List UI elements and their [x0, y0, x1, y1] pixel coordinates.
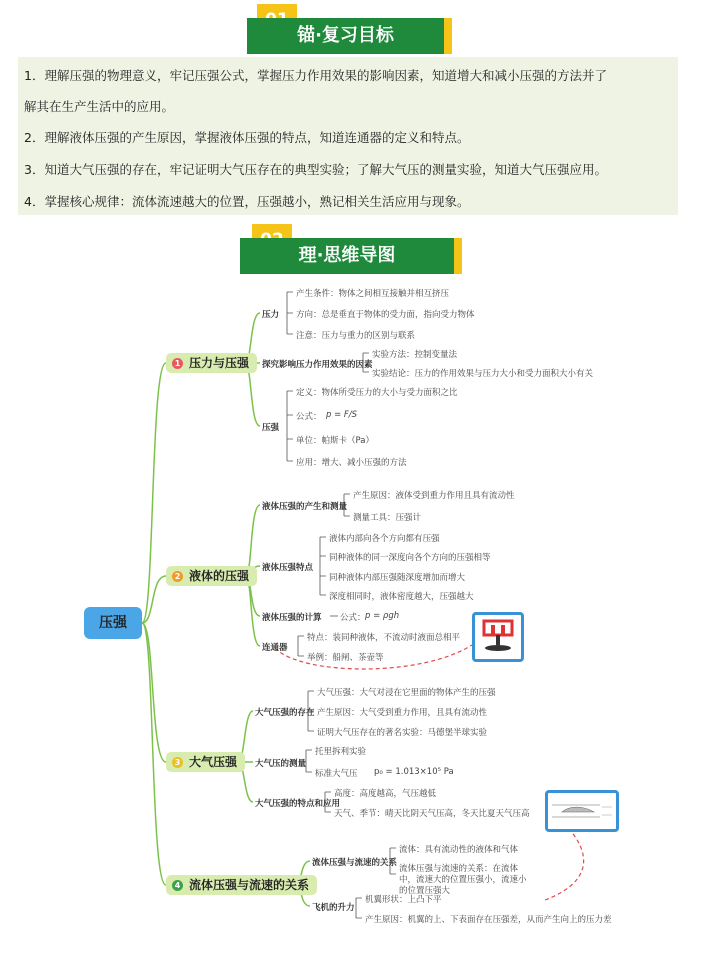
formula: p = ρgh: [365, 611, 400, 621]
sub-label: 探究影响压力作用效果的因素: [262, 360, 373, 370]
leaf-item: 举例：船闸、茶壶等: [307, 653, 384, 663]
leaf-item: 实验结论：压力的作用效果与压力大小和受力面积大小有关: [372, 369, 594, 379]
leaf-item: 公式：: [340, 613, 366, 623]
leaf-item: 产生原因：机翼的上、下表面存在压强差，从而产生向上的压力差: [365, 915, 612, 925]
sub-label: 压力: [262, 310, 280, 320]
leaf-item: 特点：装同种液体，不流动时液面总相平: [307, 633, 461, 643]
leaf-item: 同种液体的同一深度向各个方向的压强相等: [329, 553, 491, 563]
sub-label: 飞机的升力: [312, 903, 355, 913]
sub-label: 压强: [262, 423, 280, 433]
sub-label: 液体压强特点: [262, 563, 314, 573]
leaf-item: 公式：: [296, 412, 322, 422]
leaf-item: 流体：具有流动性的液体和气体: [399, 845, 519, 855]
leaf-item: 方向：总是垂直于物体的受力面，指向受力物体: [296, 310, 475, 320]
branch-pressure: [166, 353, 257, 373]
leaf-item: 产生条件：物体之间相互接触并相互挤压: [296, 289, 450, 299]
leaf-item: 标准大气压: [315, 769, 358, 779]
leaf-item: 证明大气压存在的著名实验：马德堡半球实验: [317, 728, 488, 738]
formula: p = F/S: [326, 410, 358, 420]
leaf-item: 天气、季节：晴天比阴天气压高，冬天比夏天气压高: [334, 809, 530, 819]
sub-label: 大气压强的存在: [255, 708, 315, 718]
goal-line: 4．掌握核心规律：流体流速越大的位置，压强越小，熟记相关生活应用与现象。: [24, 194, 470, 209]
leaf-item: 产生原因：液体受到重力作用且具有流动性: [353, 491, 515, 501]
sub-label: 连通器: [262, 643, 288, 653]
leaf-item: 产生原因：大气受到重力作用，且具有流动性: [317, 708, 488, 718]
leaf-item: 同种液体内部压强随深度增加而增大: [329, 573, 466, 583]
leaf-item: 大气压强：大气对浸在它里面的物体产生的压强: [317, 688, 496, 698]
leaf-item: 液体内部向各个方向都有压强: [329, 534, 440, 544]
leaf-item: 单位：帕斯卡（Pa）: [296, 436, 374, 446]
branch-label: 流体压强与流速的关系: [189, 878, 310, 892]
section2-title: 理·思维导图: [240, 238, 454, 274]
branch-fluid-pressure: [166, 875, 317, 895]
goal-line: 3．知道大气压强的存在，牢记证明大气压存在的典型实验；了解大气压的测量实验，知道大气压强应用。: [24, 162, 607, 177]
leaf-item: 深度相同时，液体密度越大，压强越大: [329, 592, 474, 602]
connector-image: [472, 612, 524, 662]
branch-number-badge: 4: [172, 880, 183, 891]
branch-label: 大气压强: [189, 755, 238, 769]
sub-label: 大气压强的特点和应用: [255, 799, 341, 809]
leaf-item: 定义：物体所受压力的大小与受力面积之比: [296, 388, 458, 398]
sub-label: 液体压强的产生和测量: [262, 502, 348, 512]
leaf-item: 机翼形状：上凸下平: [365, 895, 442, 905]
branch-liquid-pressure: [166, 566, 257, 586]
leaf-item: 注意：压力与重力的区别与联系: [296, 331, 416, 341]
branch-number-badge: 1: [172, 358, 183, 369]
leaf-item: 流体压强与流速的关系：在流体中，流速大的位置压强小，流速小的位置压强大: [399, 864, 527, 896]
airplane-wing-image: [545, 790, 619, 832]
goal-line: 解其在生产生活中的应用。: [24, 99, 175, 114]
sub-label: 大气压的测量: [255, 759, 307, 769]
goal-line: 1．理解压强的物理意义，牢记压强公式，掌握压力作用效果的影响因素，知道增大和减小压强的方法并了: [24, 68, 607, 83]
branch-label: 压力与压强: [189, 356, 250, 370]
branch-number-badge: 2: [172, 571, 183, 582]
leaf-item: 测量工具：压强计: [353, 513, 422, 523]
goal-line: 2．理解液体压强的产生原因，掌握液体压强的特点，知道连通器的定义和特点。: [24, 130, 470, 145]
section1-title: 锚·复习目标: [247, 18, 444, 54]
leaf-item: 应用：增大、减小压强的方法: [296, 458, 407, 468]
mindmap-root: 压强: [84, 607, 142, 639]
leaf-item: 托里拆利实验: [315, 747, 367, 757]
branch-label: 液体的压强: [189, 569, 250, 583]
leaf-item: 实验方法：控制变量法: [372, 350, 458, 360]
leaf-item: 高度：高度越高，气压越低: [334, 789, 437, 799]
sub-label: 流体压强与流速的关系: [312, 858, 398, 868]
sub-label: 液体压强的计算: [262, 613, 322, 623]
branch-atmospheric-pressure: [166, 752, 245, 772]
branch-number-badge: 3: [172, 757, 183, 768]
formula: p₀ = 1.013×10⁵ Pa: [374, 767, 454, 777]
